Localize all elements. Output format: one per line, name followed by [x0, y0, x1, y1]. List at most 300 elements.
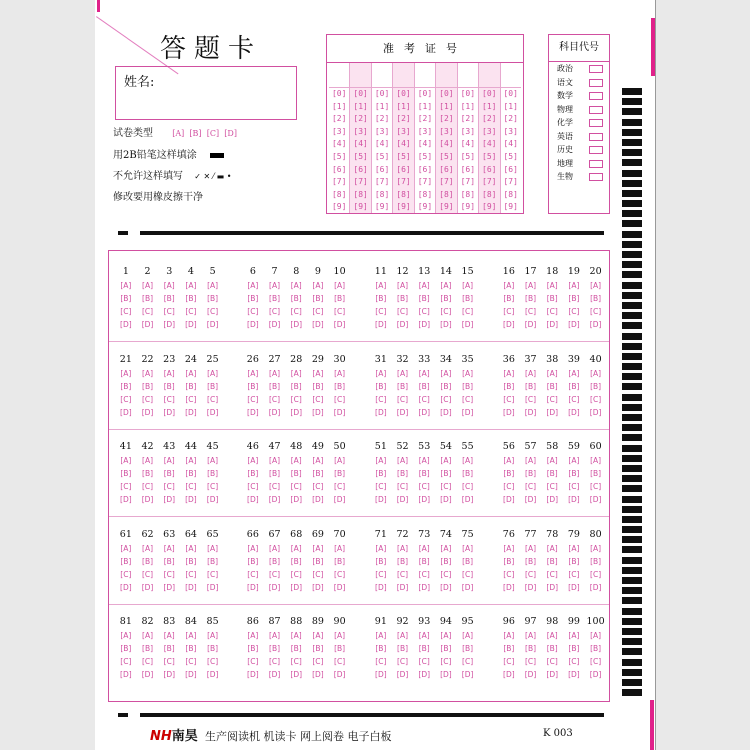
answer-bubble[interactable]: [D]: [141, 495, 154, 504]
answer-bubble[interactable]: [B]: [312, 469, 324, 478]
ticket-digit-bubble[interactable]: [3]: [503, 126, 518, 136]
ticket-digit-write-cell[interactable]: [372, 63, 392, 88]
answer-bubble[interactable]: [D]: [396, 670, 409, 679]
answer-bubble[interactable]: [C]: [141, 394, 154, 404]
answer-bubble[interactable]: [A]: [462, 543, 474, 553]
answer-bubble[interactable]: [B]: [142, 556, 154, 566]
answer-bubble[interactable]: [B]: [418, 294, 430, 303]
ticket-digit-bubble[interactable]: [2]: [353, 114, 368, 124]
answer-bubble[interactable]: [A]: [546, 281, 558, 290]
ticket-digit-write-cell[interactable]: [436, 63, 456, 88]
paper-type-bubble[interactable]: [B]: [189, 129, 202, 138]
answer-bubble[interactable]: [D]: [503, 495, 515, 504]
subject-item[interactable]: [549, 89, 609, 103]
answer-bubble[interactable]: [B]: [525, 644, 537, 653]
answer-bubble[interactable]: [B]: [247, 381, 259, 391]
answer-bubble[interactable]: [C]: [546, 307, 558, 316]
answer-bubble[interactable]: [C]: [207, 569, 219, 579]
answer-bubble[interactable]: [C]: [185, 482, 197, 491]
answer-bubble[interactable]: [A]: [568, 543, 580, 553]
answer-bubble[interactable]: [A]: [207, 543, 219, 553]
answer-bubble[interactable]: [B]: [462, 644, 474, 653]
ticket-digit-bubble[interactable]: [6]: [374, 164, 390, 174]
answer-bubble[interactable]: [B]: [418, 381, 430, 391]
answer-bubble[interactable]: [D]: [461, 320, 474, 329]
ticket-digit-bubble[interactable]: [9]: [503, 202, 518, 212]
ticket-digit-bubble[interactable]: [5]: [353, 151, 368, 161]
answer-bubble[interactable]: [C]: [163, 307, 175, 316]
ticket-digit-bubble[interactable]: [3]: [353, 126, 368, 136]
answer-bubble[interactable]: [B]: [503, 644, 515, 653]
answer-bubble[interactable]: [D]: [206, 495, 219, 504]
answer-bubble[interactable]: [C]: [312, 307, 324, 316]
ticket-digit-bubble[interactable]: [3]: [396, 126, 411, 136]
answer-bubble[interactable]: [C]: [247, 482, 259, 491]
answer-bubble[interactable]: [D]: [461, 495, 474, 504]
answer-bubble[interactable]: [D]: [568, 407, 580, 417]
answer-bubble[interactable]: [A]: [290, 281, 302, 290]
answer-bubble[interactable]: [C]: [418, 394, 430, 404]
answer-bubble[interactable]: [A]: [397, 631, 409, 640]
answer-bubble[interactable]: [D]: [440, 495, 452, 504]
answer-bubble[interactable]: [A]: [525, 543, 537, 553]
answer-bubble[interactable]: [B]: [525, 469, 537, 478]
ticket-digit-bubble[interactable]: [4]: [439, 139, 454, 149]
answer-bubble[interactable]: [D]: [185, 670, 197, 679]
answer-bubble[interactable]: [C]: [462, 569, 474, 579]
answer-bubble[interactable]: [B]: [207, 644, 219, 653]
answer-bubble[interactable]: [C]: [546, 394, 558, 404]
answer-bubble[interactable]: [D]: [290, 320, 303, 329]
answer-bubble[interactable]: [A]: [503, 456, 515, 465]
ticket-digit-bubble[interactable]: [2]: [482, 114, 497, 124]
ticket-digit-bubble[interactable]: [5]: [396, 151, 411, 161]
answer-bubble[interactable]: [C]: [185, 569, 197, 579]
answer-bubble[interactable]: [C]: [120, 569, 132, 579]
subject-item[interactable]: [549, 143, 609, 157]
answer-bubble[interactable]: [C]: [546, 569, 558, 579]
answer-bubble[interactable]: [D]: [589, 407, 602, 417]
ticket-digit-write-cell[interactable]: [350, 63, 370, 88]
ticket-digit-bubble[interactable]: [1]: [439, 101, 454, 111]
answer-bubble[interactable]: [A]: [163, 368, 175, 378]
paper-type-bubble[interactable]: [D]: [224, 129, 237, 138]
answer-bubble[interactable]: [A]: [440, 631, 452, 640]
answer-bubble[interactable]: [B]: [334, 469, 346, 478]
answer-bubble[interactable]: [C]: [396, 657, 409, 666]
answer-bubble[interactable]: [A]: [163, 456, 175, 465]
ticket-digit-bubble[interactable]: [7]: [482, 177, 497, 187]
answer-bubble[interactable]: [C]: [440, 569, 452, 579]
subject-item[interactable]: [549, 116, 609, 130]
answer-bubble[interactable]: [D]: [185, 582, 197, 592]
ticket-digit-write-cell[interactable]: [501, 63, 521, 88]
answer-bubble[interactable]: [D]: [247, 320, 259, 329]
answer-bubble[interactable]: [D]: [418, 670, 431, 679]
answer-bubble[interactable]: [A]: [546, 631, 558, 640]
ticket-digit-bubble[interactable]: [8]: [331, 189, 347, 199]
answer-bubble[interactable]: [C]: [268, 394, 281, 404]
answer-bubble[interactable]: [A]: [334, 543, 346, 553]
answer-bubble[interactable]: [B]: [503, 294, 515, 303]
answer-bubble[interactable]: [C]: [524, 569, 537, 579]
answer-bubble[interactable]: [B]: [546, 469, 558, 478]
answer-bubble[interactable]: [D]: [503, 407, 515, 417]
answer-bubble[interactable]: [C]: [503, 657, 515, 666]
answer-bubble[interactable]: [D]: [163, 320, 176, 329]
answer-bubble[interactable]: [D]: [418, 320, 431, 329]
answer-bubble[interactable]: [B]: [397, 556, 409, 566]
ticket-digit-bubble[interactable]: [6]: [417, 164, 433, 174]
answer-bubble[interactable]: [A]: [185, 368, 197, 378]
answer-bubble[interactable]: [D]: [268, 407, 281, 417]
answer-bubble[interactable]: [C]: [396, 307, 409, 316]
answer-bubble[interactable]: [D]: [141, 670, 154, 679]
answer-bubble[interactable]: [A]: [568, 456, 580, 465]
answer-bubble[interactable]: [D]: [546, 407, 559, 417]
ticket-digit-bubble[interactable]: [2]: [374, 114, 390, 124]
answer-bubble[interactable]: [C]: [247, 657, 259, 666]
answer-bubble[interactable]: [D]: [375, 407, 387, 417]
answer-bubble[interactable]: [A]: [312, 368, 324, 378]
answer-bubble[interactable]: [B]: [207, 294, 219, 303]
answer-bubble[interactable]: [A]: [440, 543, 452, 553]
ticket-digit-bubble[interactable]: [2]: [460, 114, 476, 124]
answer-bubble[interactable]: [C]: [375, 657, 387, 666]
answer-bubble[interactable]: [D]: [333, 582, 346, 592]
answer-bubble[interactable]: [D]: [418, 495, 431, 504]
answer-bubble[interactable]: [D]: [375, 320, 387, 329]
ticket-digit-write-cell[interactable]: [329, 63, 349, 88]
answer-bubble[interactable]: [B]: [185, 556, 197, 566]
answer-bubble[interactable]: [B]: [207, 469, 219, 478]
answer-bubble[interactable]: [D]: [546, 320, 559, 329]
ticket-digit-bubble[interactable]: [5]: [374, 151, 390, 161]
answer-bubble[interactable]: [C]: [163, 569, 175, 579]
answer-bubble[interactable]: [B]: [568, 644, 580, 653]
answer-bubble[interactable]: [D]: [185, 320, 197, 329]
ticket-digit-bubble[interactable]: [4]: [417, 139, 433, 149]
ticket-digit-bubble[interactable]: [7]: [439, 177, 454, 187]
ticket-digit-bubble[interactable]: [1]: [331, 101, 347, 111]
answer-bubble[interactable]: [B]: [590, 469, 602, 478]
answer-bubble[interactable]: [B]: [375, 294, 387, 303]
answer-bubble[interactable]: [A]: [546, 543, 558, 553]
answer-bubble[interactable]: [C]: [312, 394, 324, 404]
answer-bubble[interactable]: [A]: [290, 368, 302, 378]
answer-bubble[interactable]: [A]: [312, 281, 324, 290]
ticket-digit-bubble[interactable]: [6]: [353, 164, 368, 174]
answer-bubble[interactable]: [C]: [207, 394, 219, 404]
answer-bubble[interactable]: [D]: [206, 320, 219, 329]
answer-bubble[interactable]: [B]: [568, 556, 580, 566]
answer-bubble[interactable]: [D]: [568, 320, 580, 329]
answer-bubble[interactable]: [B]: [397, 381, 409, 391]
answer-bubble[interactable]: [A]: [590, 631, 602, 640]
answer-bubble[interactable]: [B]: [120, 381, 132, 391]
ticket-digit-bubble[interactable]: [3]: [482, 126, 497, 136]
answer-bubble[interactable]: [A]: [334, 456, 346, 465]
answer-bubble[interactable]: [D]: [290, 407, 303, 417]
answer-bubble[interactable]: [B]: [120, 556, 132, 566]
subject-item[interactable]: [549, 170, 609, 184]
ticket-digit-bubble[interactable]: [0]: [331, 89, 347, 98]
ticket-digit-bubble[interactable]: [6]: [439, 164, 454, 174]
answer-bubble[interactable]: [A]: [440, 456, 452, 465]
ticket-digit-bubble[interactable]: [1]: [503, 101, 518, 111]
answer-bubble[interactable]: [D]: [524, 670, 537, 679]
answer-bubble[interactable]: [D]: [568, 582, 580, 592]
answer-bubble[interactable]: [D]: [546, 670, 559, 679]
answer-bubble[interactable]: [D]: [120, 320, 132, 329]
answer-bubble[interactable]: [B]: [418, 556, 430, 566]
answer-bubble[interactable]: [A]: [142, 456, 154, 465]
answer-bubble[interactable]: [D]: [589, 670, 602, 679]
answer-bubble[interactable]: [D]: [163, 670, 176, 679]
answer-bubble[interactable]: [C]: [120, 482, 132, 491]
answer-bubble[interactable]: [C]: [207, 482, 219, 491]
ticket-digit-write-cell[interactable]: [415, 63, 435, 88]
answer-bubble[interactable]: [A]: [142, 631, 154, 640]
answer-bubble[interactable]: [D]: [546, 495, 559, 504]
answer-bubble[interactable]: [C]: [462, 482, 474, 491]
ticket-digit-bubble[interactable]: [9]: [374, 202, 390, 212]
answer-bubble[interactable]: [B]: [120, 644, 132, 653]
answer-bubble[interactable]: [A]: [590, 456, 602, 465]
answer-bubble[interactable]: [C]: [546, 657, 558, 666]
answer-bubble[interactable]: [A]: [525, 368, 537, 378]
answer-bubble[interactable]: [B]: [312, 644, 324, 653]
answer-bubble[interactable]: [D]: [247, 495, 259, 504]
answer-bubble[interactable]: [C]: [247, 307, 259, 316]
answer-bubble[interactable]: [A]: [503, 543, 515, 553]
answer-bubble[interactable]: [A]: [568, 631, 580, 640]
ticket-digit-bubble[interactable]: [4]: [331, 139, 347, 149]
answer-bubble[interactable]: [C]: [503, 482, 515, 491]
answer-bubble[interactable]: [D]: [568, 670, 580, 679]
answer-bubble[interactable]: [B]: [247, 644, 259, 653]
answer-bubble[interactable]: [B]: [142, 381, 154, 391]
answer-bubble[interactable]: [C]: [290, 569, 302, 579]
ticket-digit-bubble[interactable]: [6]: [331, 164, 347, 174]
answer-bubble[interactable]: [A]: [290, 456, 302, 465]
answer-bubble[interactable]: [D]: [290, 670, 303, 679]
answer-bubble[interactable]: [B]: [163, 644, 175, 653]
answer-bubble[interactable]: [C]: [590, 307, 602, 316]
answer-bubble[interactable]: [B]: [525, 294, 537, 303]
answer-bubble[interactable]: [C]: [163, 482, 175, 491]
answer-bubble[interactable]: [B]: [185, 381, 197, 391]
answer-bubble[interactable]: [A]: [418, 543, 430, 553]
answer-bubble[interactable]: [B]: [590, 644, 602, 653]
answer-bubble[interactable]: [D]: [120, 495, 132, 504]
answer-bubble[interactable]: [A]: [462, 631, 474, 640]
answer-bubble[interactable]: [B]: [503, 469, 515, 478]
answer-bubble[interactable]: [C]: [396, 569, 409, 579]
answer-bubble[interactable]: [D]: [185, 407, 197, 417]
ticket-digit-bubble[interactable]: [0]: [482, 89, 497, 98]
subject-bubble[interactable]: [589, 92, 603, 100]
answer-bubble[interactable]: [A]: [247, 281, 259, 290]
ticket-digit-bubble[interactable]: [1]: [374, 101, 390, 111]
answer-bubble[interactable]: [C]: [185, 657, 197, 666]
ticket-digit-bubble[interactable]: [6]: [396, 164, 411, 174]
ticket-digit-bubble[interactable]: [9]: [482, 202, 497, 212]
ticket-digit-bubble[interactable]: [9]: [439, 202, 454, 212]
answer-bubble[interactable]: [C]: [334, 482, 346, 491]
answer-bubble[interactable]: [B]: [590, 381, 602, 391]
answer-bubble[interactable]: [A]: [185, 281, 197, 290]
answer-bubble[interactable]: [B]: [590, 556, 602, 566]
answer-bubble[interactable]: [B]: [290, 469, 302, 478]
answer-bubble[interactable]: [B]: [397, 644, 409, 653]
ticket-digit-bubble[interactable]: [2]: [417, 114, 433, 124]
answer-bubble[interactable]: [A]: [525, 281, 537, 290]
answer-bubble[interactable]: [B]: [120, 469, 132, 478]
ticket-digit-bubble[interactable]: [7]: [374, 177, 390, 187]
answer-bubble[interactable]: [C]: [268, 307, 281, 316]
answer-bubble[interactable]: [C]: [590, 569, 602, 579]
answer-bubble[interactable]: [C]: [247, 569, 259, 579]
answer-bubble[interactable]: [B]: [525, 381, 537, 391]
answer-bubble[interactable]: [D]: [163, 495, 176, 504]
answer-bubble[interactable]: [A]: [503, 368, 515, 378]
answer-bubble[interactable]: [A]: [375, 631, 387, 640]
answer-bubble[interactable]: [A]: [568, 368, 580, 378]
ticket-digit-bubble[interactable]: [6]: [482, 164, 497, 174]
answer-bubble[interactable]: [A]: [207, 456, 219, 465]
answer-bubble[interactable]: [A]: [375, 368, 387, 378]
answer-bubble[interactable]: [D]: [440, 582, 452, 592]
answer-bubble[interactable]: [B]: [440, 294, 452, 303]
answer-bubble[interactable]: [D]: [440, 320, 452, 329]
answer-bubble[interactable]: [B]: [247, 556, 259, 566]
ticket-digit-bubble[interactable]: [1]: [417, 101, 433, 111]
answer-bubble[interactable]: [A]: [462, 456, 474, 465]
answer-bubble[interactable]: [D]: [461, 670, 474, 679]
answer-bubble[interactable]: [D]: [268, 320, 281, 329]
answer-bubble[interactable]: [A]: [418, 456, 430, 465]
answer-bubble[interactable]: [D]: [120, 582, 132, 592]
answer-bubble[interactable]: [C]: [141, 569, 154, 579]
answer-bubble[interactable]: [C]: [524, 394, 537, 404]
paper-type-bubble[interactable]: [A]: [172, 129, 185, 138]
ticket-digit-bubble[interactable]: [4]: [482, 139, 497, 149]
answer-bubble[interactable]: [C]: [546, 482, 558, 491]
subject-bubble[interactable]: [589, 146, 603, 154]
answer-bubble[interactable]: [B]: [440, 644, 452, 653]
answer-bubble[interactable]: [B]: [418, 644, 430, 653]
answer-bubble[interactable]: [C]: [568, 394, 580, 404]
answer-bubble[interactable]: [C]: [590, 657, 602, 666]
answer-bubble[interactable]: [D]: [312, 495, 324, 504]
answer-bubble[interactable]: [C]: [375, 307, 387, 316]
answer-bubble[interactable]: [B]: [397, 294, 409, 303]
answer-bubble[interactable]: [D]: [312, 582, 324, 592]
ticket-digit-bubble[interactable]: [8]: [482, 189, 497, 199]
answer-bubble[interactable]: [A]: [440, 281, 452, 290]
answer-bubble[interactable]: [A]: [418, 368, 430, 378]
answer-bubble[interactable]: [B]: [462, 381, 474, 391]
answer-bubble[interactable]: [A]: [375, 543, 387, 553]
answer-bubble[interactable]: [A]: [418, 281, 430, 290]
answer-bubble[interactable]: [B]: [590, 294, 602, 303]
answer-bubble[interactable]: [C]: [440, 394, 452, 404]
answer-bubble[interactable]: [B]: [440, 556, 452, 566]
answer-bubble[interactable]: [B]: [185, 644, 197, 653]
ticket-digit-bubble[interactable]: [7]: [396, 177, 411, 187]
answer-bubble[interactable]: [A]: [142, 543, 154, 553]
ticket-digit-bubble[interactable]: [5]: [460, 151, 476, 161]
answer-bubble[interactable]: [B]: [334, 294, 346, 303]
answer-bubble[interactable]: [A]: [397, 281, 409, 290]
answer-bubble[interactable]: [D]: [206, 407, 219, 417]
ticket-digit-bubble[interactable]: [6]: [460, 164, 476, 174]
subject-bubble[interactable]: [589, 133, 603, 141]
answer-bubble[interactable]: [D]: [312, 670, 324, 679]
answer-bubble[interactable]: [A]: [120, 631, 132, 640]
answer-bubble[interactable]: [A]: [269, 456, 281, 465]
answer-bubble[interactable]: [B]: [269, 381, 281, 391]
ticket-digit-bubble[interactable]: [5]: [482, 151, 497, 161]
answer-bubble[interactable]: [C]: [290, 394, 302, 404]
answer-bubble[interactable]: [C]: [334, 657, 346, 666]
name-field[interactable]: [115, 66, 297, 120]
answer-bubble[interactable]: [B]: [375, 644, 387, 653]
answer-bubble[interactable]: [D]: [589, 582, 602, 592]
answer-bubble[interactable]: [A]: [290, 543, 302, 553]
answer-bubble[interactable]: [D]: [461, 407, 474, 417]
ticket-digit-bubble[interactable]: [3]: [417, 126, 433, 136]
answer-bubble[interactable]: [A]: [525, 456, 537, 465]
subject-item[interactable]: [549, 103, 609, 117]
answer-bubble[interactable]: [D]: [247, 670, 259, 679]
ticket-digit-bubble[interactable]: [7]: [460, 177, 476, 187]
subject-bubble[interactable]: [589, 106, 603, 114]
answer-bubble[interactable]: [B]: [247, 469, 259, 478]
ticket-digit-write-cell[interactable]: [479, 63, 499, 88]
ticket-digit-bubble[interactable]: [7]: [353, 177, 368, 187]
answer-bubble[interactable]: [B]: [568, 294, 580, 303]
answer-bubble[interactable]: [C]: [334, 569, 346, 579]
answer-bubble[interactable]: [B]: [163, 469, 175, 478]
answer-bubble[interactable]: [A]: [142, 281, 154, 290]
answer-bubble[interactable]: [A]: [247, 543, 259, 553]
answer-bubble[interactable]: [C]: [375, 394, 387, 404]
answer-bubble[interactable]: [B]: [462, 556, 474, 566]
answer-bubble[interactable]: [D]: [290, 495, 303, 504]
answer-bubble[interactable]: [C]: [207, 307, 219, 316]
answer-bubble[interactable]: [C]: [290, 482, 302, 491]
answer-bubble[interactable]: [C]: [375, 569, 387, 579]
answer-bubble[interactable]: [B]: [120, 294, 132, 303]
ticket-digit-bubble[interactable]: [3]: [374, 126, 390, 136]
answer-bubble[interactable]: [A]: [334, 631, 346, 640]
answer-bubble[interactable]: [B]: [334, 556, 346, 566]
ticket-digit-bubble[interactable]: [9]: [353, 202, 368, 212]
subject-bubble[interactable]: [589, 79, 603, 87]
answer-bubble[interactable]: [D]: [120, 407, 132, 417]
answer-bubble[interactable]: [D]: [247, 582, 259, 592]
answer-bubble[interactable]: [A]: [163, 543, 175, 553]
answer-bubble[interactable]: [C]: [568, 657, 580, 666]
answer-bubble[interactable]: [D]: [312, 407, 324, 417]
ticket-digit-bubble[interactable]: [4]: [460, 139, 476, 149]
answer-bubble[interactable]: [D]: [396, 495, 409, 504]
answer-bubble[interactable]: [D]: [524, 320, 537, 329]
answer-bubble[interactable]: [B]: [290, 556, 302, 566]
answer-bubble[interactable]: [C]: [334, 307, 346, 316]
